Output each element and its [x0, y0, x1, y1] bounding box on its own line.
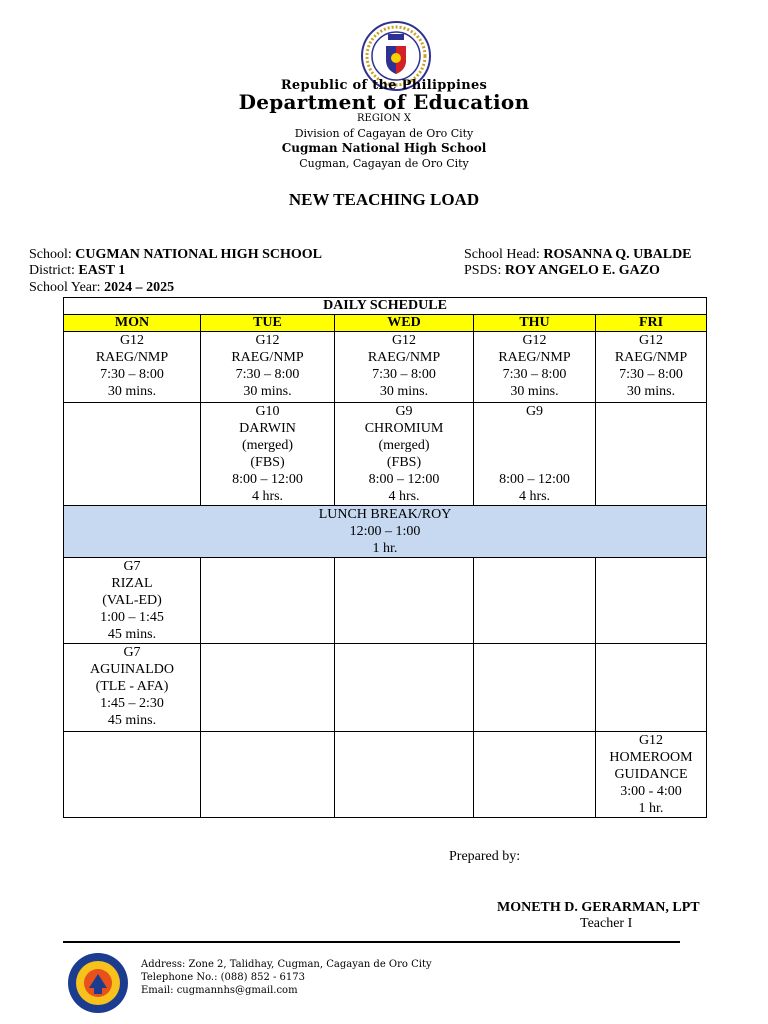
- lunch-label: LUNCH BREAK/ROY: [318, 507, 452, 522]
- info-year-label: School Year:: [29, 280, 101, 295]
- schedule-row-3: [64, 558, 707, 644]
- document-title: NEW TEACHING LOAD: [288, 190, 480, 209]
- cell-line: CHROMIUM: [364, 421, 444, 436]
- cell-line: G9: [525, 404, 544, 419]
- info-psds: [464, 263, 660, 279]
- cell-tue-r5: [201, 732, 335, 818]
- lunch-cell: [64, 506, 707, 558]
- cell-line: 7:30 – 8:00: [502, 367, 567, 382]
- cell-thu-r3: [474, 558, 596, 644]
- info-psds-label: PSDS:: [464, 263, 502, 278]
- info-district-label: District:: [29, 263, 75, 278]
- cell-line: (VAL-ED): [102, 593, 162, 608]
- cell-line: 8:00 – 12:00: [232, 472, 303, 487]
- cell-line: 30 mins.: [379, 384, 429, 399]
- cell-line: (FBS): [250, 455, 285, 470]
- cell-mon-r1: [64, 332, 201, 403]
- cell-line: RAEG/NMP: [498, 350, 571, 365]
- cell-line: 7:30 – 8:00: [100, 367, 164, 382]
- day-header-thu: THU: [474, 315, 596, 332]
- cell-line: 4 hrs.: [251, 489, 284, 504]
- cell-fri-r2: [596, 403, 707, 506]
- cell-wed-r2: [335, 403, 474, 506]
- cell-line: 7:30 – 8:00: [372, 367, 436, 382]
- cell-mon-r2: [64, 403, 201, 506]
- cell-wed-r5: [335, 732, 474, 818]
- cell-tue-r4: [201, 644, 335, 732]
- cell-line: (FBS): [386, 455, 422, 470]
- schedule-title: DAILY SCHEDULE: [64, 298, 707, 315]
- cell-line: G9: [395, 404, 413, 419]
- header-school-name: Cugman National High School: [281, 141, 487, 155]
- cell-fri-r4: [596, 644, 707, 732]
- schedule-table: [63, 297, 707, 818]
- signatory-name: MONETH D. GERARMAN, LPT: [497, 900, 700, 915]
- cell-tue-r2: [201, 403, 335, 506]
- cell-line: 4 hrs.: [388, 489, 420, 504]
- schedule-row-5: [64, 732, 707, 818]
- header-republic: Republic of the Philippines: [280, 78, 488, 93]
- cell-wed-r3: [335, 558, 474, 644]
- footer-email: Email: cugmannhs@gmail.com: [141, 985, 298, 996]
- header-school-address: Cugman, Cagayan de Oro City: [299, 157, 469, 170]
- cell-line: G12: [391, 333, 417, 348]
- cell-line: 30 mins.: [107, 384, 157, 399]
- cell-tue-r1: [201, 332, 335, 403]
- day-header-wed: WED: [335, 315, 474, 332]
- info-school: [29, 247, 322, 263]
- cell-line: 3:00 - 4:00: [620, 784, 682, 799]
- cell-mon-r5: [64, 732, 201, 818]
- cell-line: RAEG/NMP: [95, 350, 169, 365]
- info-year-value: 2024 – 2025: [104, 280, 175, 295]
- header-department: Department of Education: [238, 90, 530, 114]
- cell-line: 8:00 – 12:00: [499, 472, 570, 487]
- cell-line: (TLE - AFA): [95, 679, 169, 694]
- footer-divider: [63, 941, 680, 943]
- info-psds-value: ROY ANGELO E. GAZO: [504, 263, 660, 278]
- cell-wed-r4: [335, 644, 474, 732]
- cell-fri-r5: [596, 732, 707, 818]
- cell-fri-r3: [596, 558, 707, 644]
- school-logo: [67, 952, 129, 1014]
- day-header-mon: MON: [64, 315, 201, 332]
- lunch-row: [64, 506, 707, 558]
- prepared-by-label: Prepared by:: [449, 849, 521, 864]
- cell-line: G7: [123, 645, 141, 660]
- cell-wed-r1: [335, 332, 474, 403]
- cell-line: HOMEROOM: [609, 750, 693, 765]
- lunch-duration: 1 hr.: [372, 541, 398, 556]
- cell-thu-r5: [474, 732, 596, 818]
- cell-line: G12: [522, 333, 547, 348]
- day-header-fri: FRI: [596, 315, 707, 332]
- cell-line: 7:30 – 8:00: [619, 367, 683, 382]
- info-head-value: ROSANNA Q. UBALDE: [543, 247, 692, 262]
- cell-line: 30 mins.: [626, 384, 676, 399]
- cell-line: RIZAL: [111, 576, 153, 591]
- cell-line: 1:45 – 2:30: [100, 696, 164, 711]
- cell-line: 4 hrs.: [518, 489, 551, 504]
- cell-spacer: [474, 420, 595, 471]
- cell-line: G12: [638, 733, 664, 748]
- schedule-row-2: [64, 403, 707, 506]
- cell-tue-r3: [201, 558, 335, 644]
- cell-line: 1 hr.: [638, 801, 664, 816]
- cell-thu-r1: [474, 332, 596, 403]
- cell-line: (merged): [378, 438, 430, 453]
- cell-line: 7:30 – 8:00: [235, 367, 300, 382]
- cell-line: G12: [255, 333, 280, 348]
- cell-line: 30 mins.: [510, 384, 559, 399]
- cell-line: G7: [123, 559, 141, 574]
- cell-thu-r2: [474, 403, 596, 506]
- info-head-label: School Head:: [464, 247, 540, 262]
- info-school-label: School:: [29, 247, 72, 262]
- footer-address: Address: Zone 2, Talidhay, Cugman, Cagayan de Oro City: [141, 959, 432, 970]
- header-division: Division of Cagayan de Oro City: [294, 127, 474, 140]
- cell-line: 45 mins.: [107, 627, 157, 642]
- cell-line: G10: [255, 404, 280, 419]
- info-district-value: EAST 1: [78, 263, 126, 278]
- cell-line: 1:00 – 1:45: [100, 610, 164, 625]
- schedule-row-1: [64, 332, 707, 403]
- cell-line: G12: [119, 333, 145, 348]
- cell-fri-r1: [596, 332, 707, 403]
- cell-thu-r4: [474, 644, 596, 732]
- cell-line: 30 mins.: [243, 384, 292, 399]
- signatory-position: Teacher I: [580, 916, 633, 931]
- info-school-head: [464, 247, 692, 263]
- lunch-time: 12:00 – 1:00: [349, 524, 421, 539]
- cell-line: GUIDANCE: [614, 767, 688, 782]
- schedule-row-4: [64, 644, 707, 732]
- cell-line: 45 mins.: [107, 713, 157, 728]
- cell-mon-r3: [64, 558, 201, 644]
- cell-line: G12: [638, 333, 664, 348]
- cell-line: RAEG/NMP: [614, 350, 688, 365]
- cell-line: AGUINALDO: [90, 662, 174, 677]
- cell-line: (merged): [241, 438, 294, 453]
- info-district: [29, 263, 125, 279]
- footer-telephone: Telephone No.: (088) 852 - 6173: [141, 972, 305, 983]
- cell-line: DARWIN: [239, 421, 296, 436]
- cell-line: 8:00 – 12:00: [368, 472, 440, 487]
- cell-line: RAEG/NMP: [231, 350, 304, 365]
- info-school-value: CUGMAN NATIONAL HIGH SCHOOL: [75, 247, 322, 262]
- day-header-tue: TUE: [201, 315, 335, 332]
- day-header-row: [64, 315, 707, 332]
- cell-mon-r4: [64, 644, 201, 732]
- info-school-year: [29, 280, 174, 296]
- cell-line: RAEG/NMP: [367, 350, 441, 365]
- header-region: REGION X: [356, 113, 411, 124]
